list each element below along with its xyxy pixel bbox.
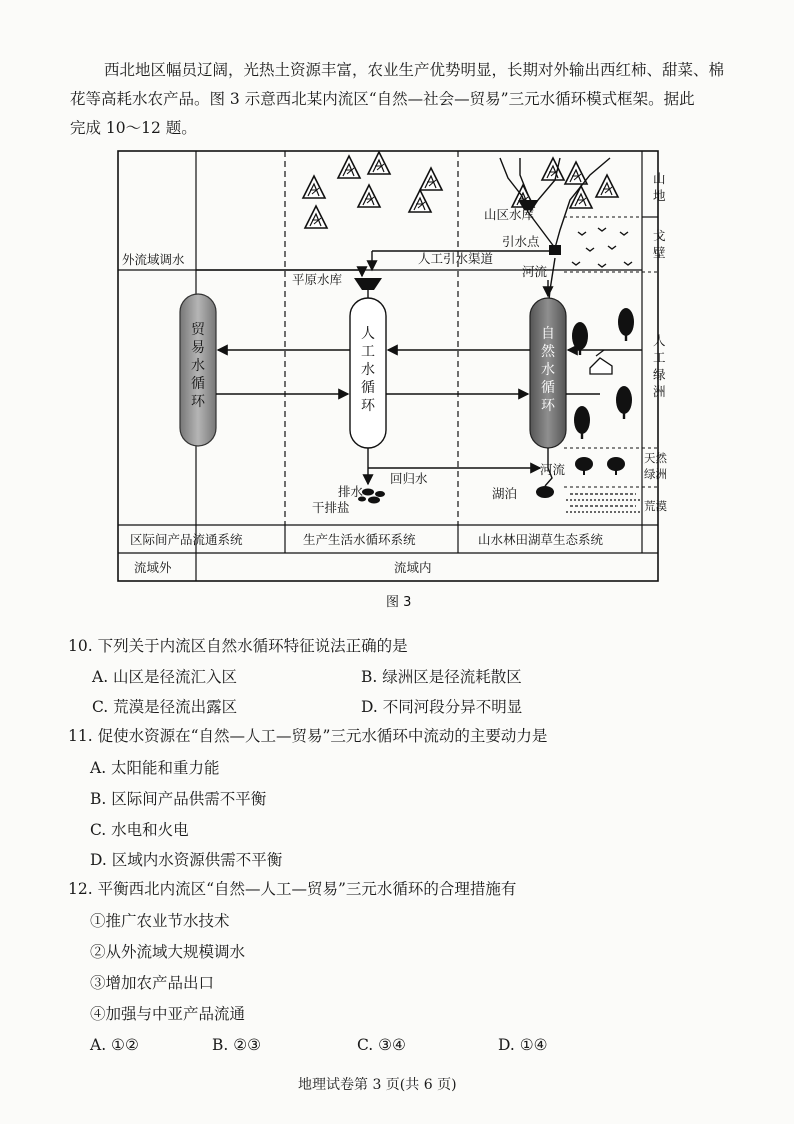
q11-option-c: C. 水电和火电 [90,821,189,839]
zone-desert-label: 荒漠 [644,499,667,513]
dry-salt-label: 干排盐 [312,500,350,515]
svg-text:绿: 绿 [653,367,666,382]
svg-text:环: 环 [191,394,205,410]
q10-option-c: C. 荒漠是径流出露区 [92,698,238,716]
svg-text:山: 山 [653,171,666,186]
q12-item-3: ③增加农产品出口 [90,974,215,992]
system-inter-region: 区际间产品流通系统 [130,532,243,547]
svg-text:地: 地 [653,188,666,203]
intake-point-icon [549,245,561,255]
zone-mountain-label [653,171,666,203]
system-production-life: 生产生活水循环系统 [303,532,416,547]
artificial-cycle-label [361,326,376,414]
plain-reservoir-label: 平原水库 [292,272,343,287]
q10-option-b: B. 绿洲区是径流耗散区 [361,668,522,686]
svg-text:易: 易 [191,340,205,356]
svg-text:水: 水 [361,362,375,378]
q11-option-d: D. 区域内水资源供需不平衡 [90,851,283,869]
q12-option-a: A. ①② [90,1036,139,1054]
svg-text:水: 水 [541,362,555,378]
outside-transfer-label: 外流域调水 [122,252,185,267]
svg-text:然: 然 [541,344,555,360]
river-upper-label: 河流 [522,264,548,279]
basin-outside-label: 流域外 [134,560,172,575]
natural-oasis-bushes [575,457,625,475]
drain-label: 排水 [338,484,364,499]
q10-option-d: D. 不同河段分异不明显 [361,698,523,716]
plain-reservoir-icon [354,278,382,290]
intro-line-3: 完成 10～12 题。 [70,119,197,137]
system-ecosystem: 山水林田湖草生态系统 [478,532,604,547]
q10-option-a: A. 山区是径流汇入区 [92,668,238,686]
q12-option-c: C. ③④ [357,1036,406,1054]
svg-text:壁: 壁 [653,245,666,260]
mountain-reservoir-label: 山区水库 [484,207,535,222]
gobi-marks [572,228,632,267]
zone-natural-oasis-label-1: 天然 [644,451,667,465]
svg-text:自: 自 [541,326,555,342]
canal-label: 人工引水渠道 [418,251,494,266]
svg-text:人: 人 [361,326,375,342]
q10-stem: 10. 下列关于内流区自然水循环特征说法正确的是 [68,637,408,655]
q12-stem: 12. 平衡西北内流区“自然—人工—贸易”三元水循环的合理措施有 [68,880,517,898]
svg-text:循: 循 [361,380,375,396]
intro-line-2: 花等高耗水农产品。图 3 示意西北某内流区“自然—社会—贸易”三元水循环模式框架。据此 [70,90,695,108]
intake-label: 引水点 [502,234,540,249]
svg-text:贸: 贸 [191,322,205,338]
trade-cycle-label [191,322,206,410]
svg-text:戈: 戈 [653,228,666,243]
return-water-label: 回归水 [390,471,428,486]
desert-pattern [566,494,640,512]
svg-text:工: 工 [653,350,666,365]
q12-item-1: ①推广农业节水技术 [90,912,230,930]
q12-option-d: D. ①④ [498,1036,548,1054]
q12-item-4: ④加强与中亚产品流通 [90,1005,246,1023]
natural-cycle-label [541,326,556,414]
river-lower-label: 河流 [540,462,566,477]
svg-text:环: 环 [541,398,555,414]
q11-option-b: B. 区际间产品供需不平衡 [90,790,267,808]
page-footer: 地理试卷第 3 页(共 6 页) [298,1077,457,1093]
svg-text:循: 循 [541,380,555,396]
lake-icon [536,486,554,498]
zone-gobi-label [653,228,666,260]
q11-stem: 11. 促使水资源在“自然—人工—贸易”三元水循环中流动的主要动力是 [68,727,548,745]
svg-text:人: 人 [653,333,666,348]
q12-option-b: B. ②③ [212,1036,262,1054]
figure-caption: 图 3 [386,595,412,610]
q11-option-a: A. 太阳能和重力能 [90,759,220,777]
svg-text:循: 循 [191,376,205,392]
farmhouse-icon [590,350,612,374]
intro-line-1: 西北地区幅员辽阔，光热土资源丰富，农业生产优势明显，长期对外输出西红柿、甜菜、棉 [104,61,725,79]
svg-text:环: 环 [361,398,375,414]
svg-text:洲: 洲 [653,384,666,399]
lake-label: 湖泊 [492,486,518,501]
zone-artificial-oasis-label [653,333,666,399]
zone-natural-oasis-label-2: 绿洲 [644,467,667,481]
svg-text:工: 工 [361,344,375,360]
q12-item-2: ②从外流域大规模调水 [90,943,246,961]
svg-text:水: 水 [191,358,205,374]
basin-inside-label: 流域内 [394,560,432,575]
